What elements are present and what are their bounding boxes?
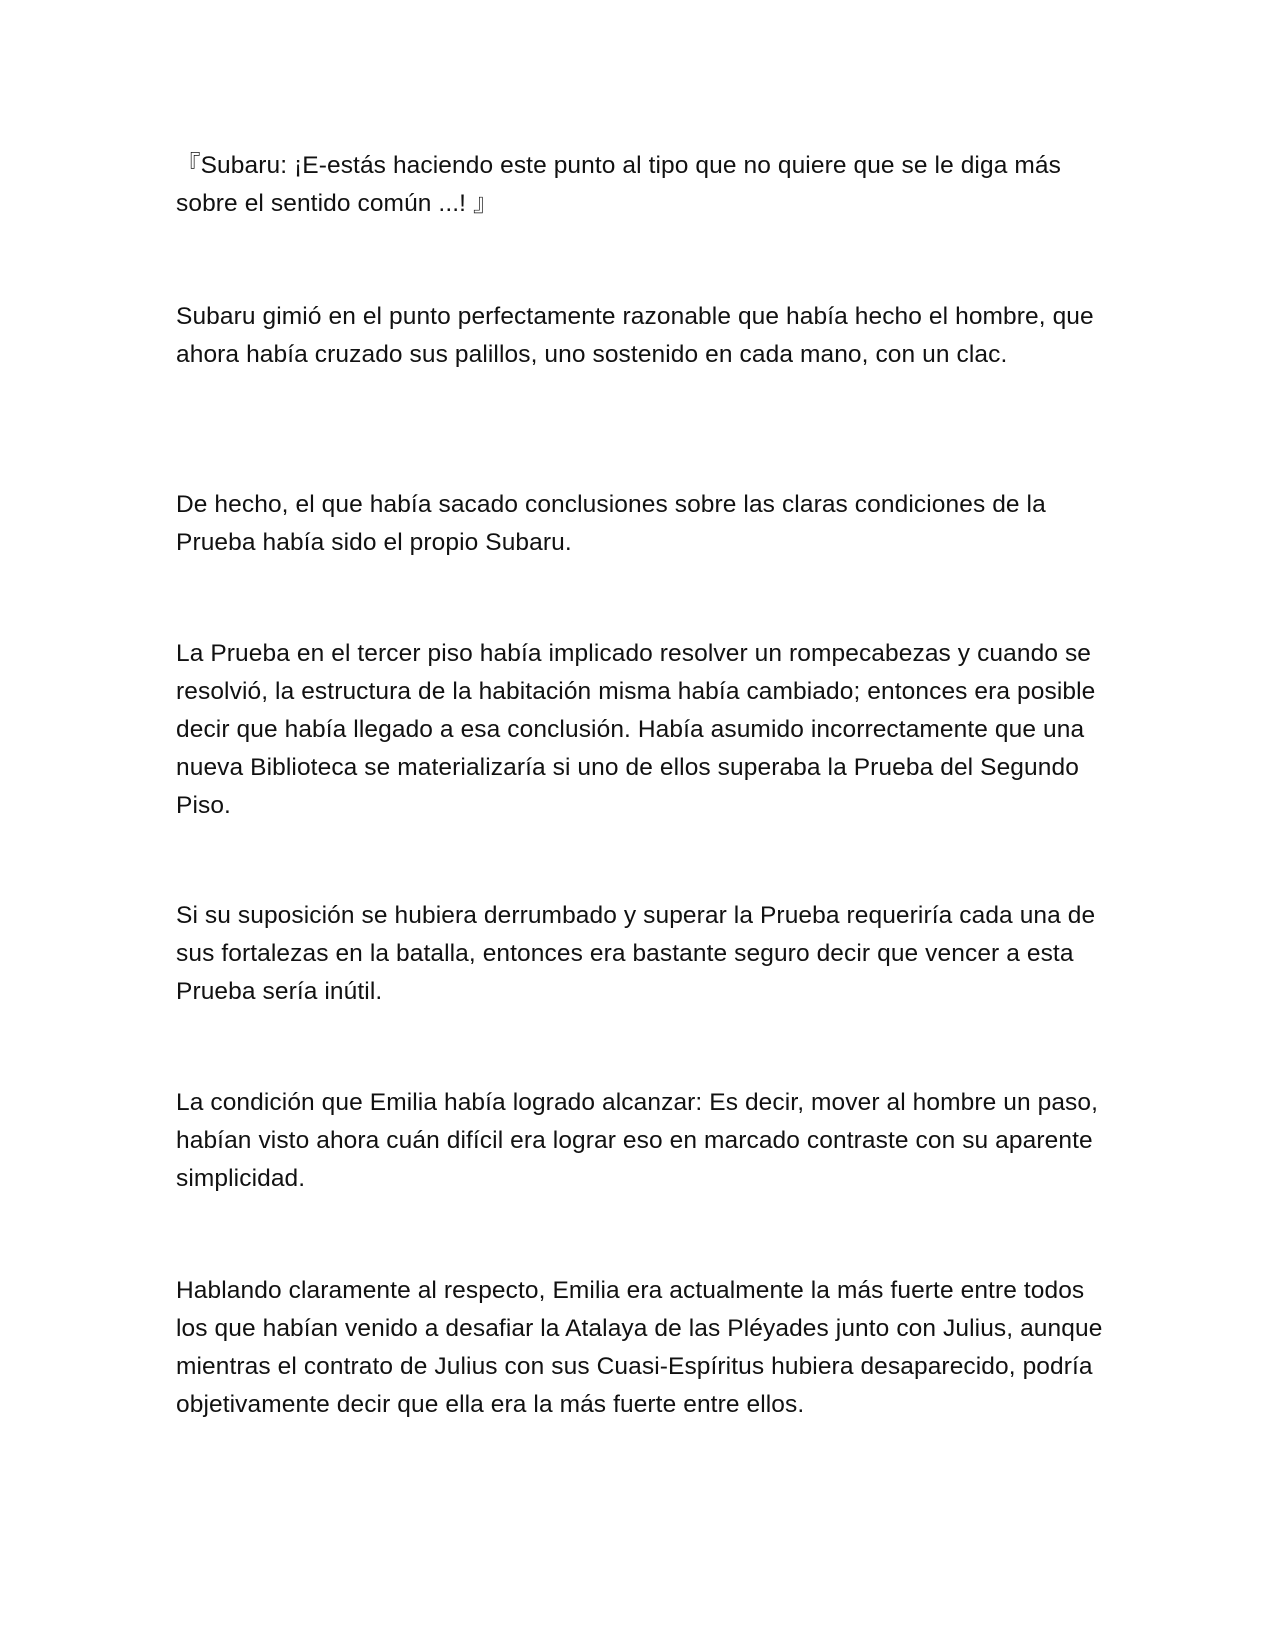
paragraph-third-floor-trial: La Prueba en el tercer piso había implicado resolver un rompecabezas y cuando se resolvió, la estructura de la habitación misma había cambiado; entonces era posible decir que había llegado a esa conclusión. Había asumido incorrectamente que una nueva Biblioteca se materializaría si uno de ellos superaba la Prueba del Segundo Piso. <box>176 640 1096 819</box>
paragraph-dialogue: 『Subaru: ¡E-estás haciendo este punto al tipo que no quiere que se le diga más sobre el sentido común ...! 』 <box>176 152 1061 217</box>
paragraph-emilia-strongest: Hablando claramente al respecto, Emilia era actualmente la más fuerte entre todos los que habían venido a desafiar la Atalaya de las Pléyades junto con Julius, aunque mientras el contrato de Julius con sus Cuasi-Espíritus hubiera desaparecido, podría objetivamente decir que ella era la más fuerte entre ellos. <box>176 1277 1103 1418</box>
paragraph-conclusions: De hecho, el que había sacado conclusiones sobre las claras condiciones de la Prueba había sido el propio Subaru. <box>176 491 1046 556</box>
paragraph-emilia-condition: La condición que Emilia había logrado alcanzar: Es decir, mover al hombre un paso, habían visto ahora cuán difícil era lograr eso en marcado contraste con su aparente simplicidad. <box>176 1089 1099 1192</box>
paragraph-subaru-groan: Subaru gimió en el punto perfectamente razonable que había hecho el hombre, que ahora había cruzado sus palillos, uno sostenido en cada mano, con un clac. <box>176 303 1094 368</box>
paragraph-supposition: Si su suposición se hubiera derrumbado y superar la Prueba requeriría cada una de sus fortalezas en la batalla, entonces era bastante seguro decir que vencer a esta Prueba sería inútil. <box>176 902 1096 1005</box>
